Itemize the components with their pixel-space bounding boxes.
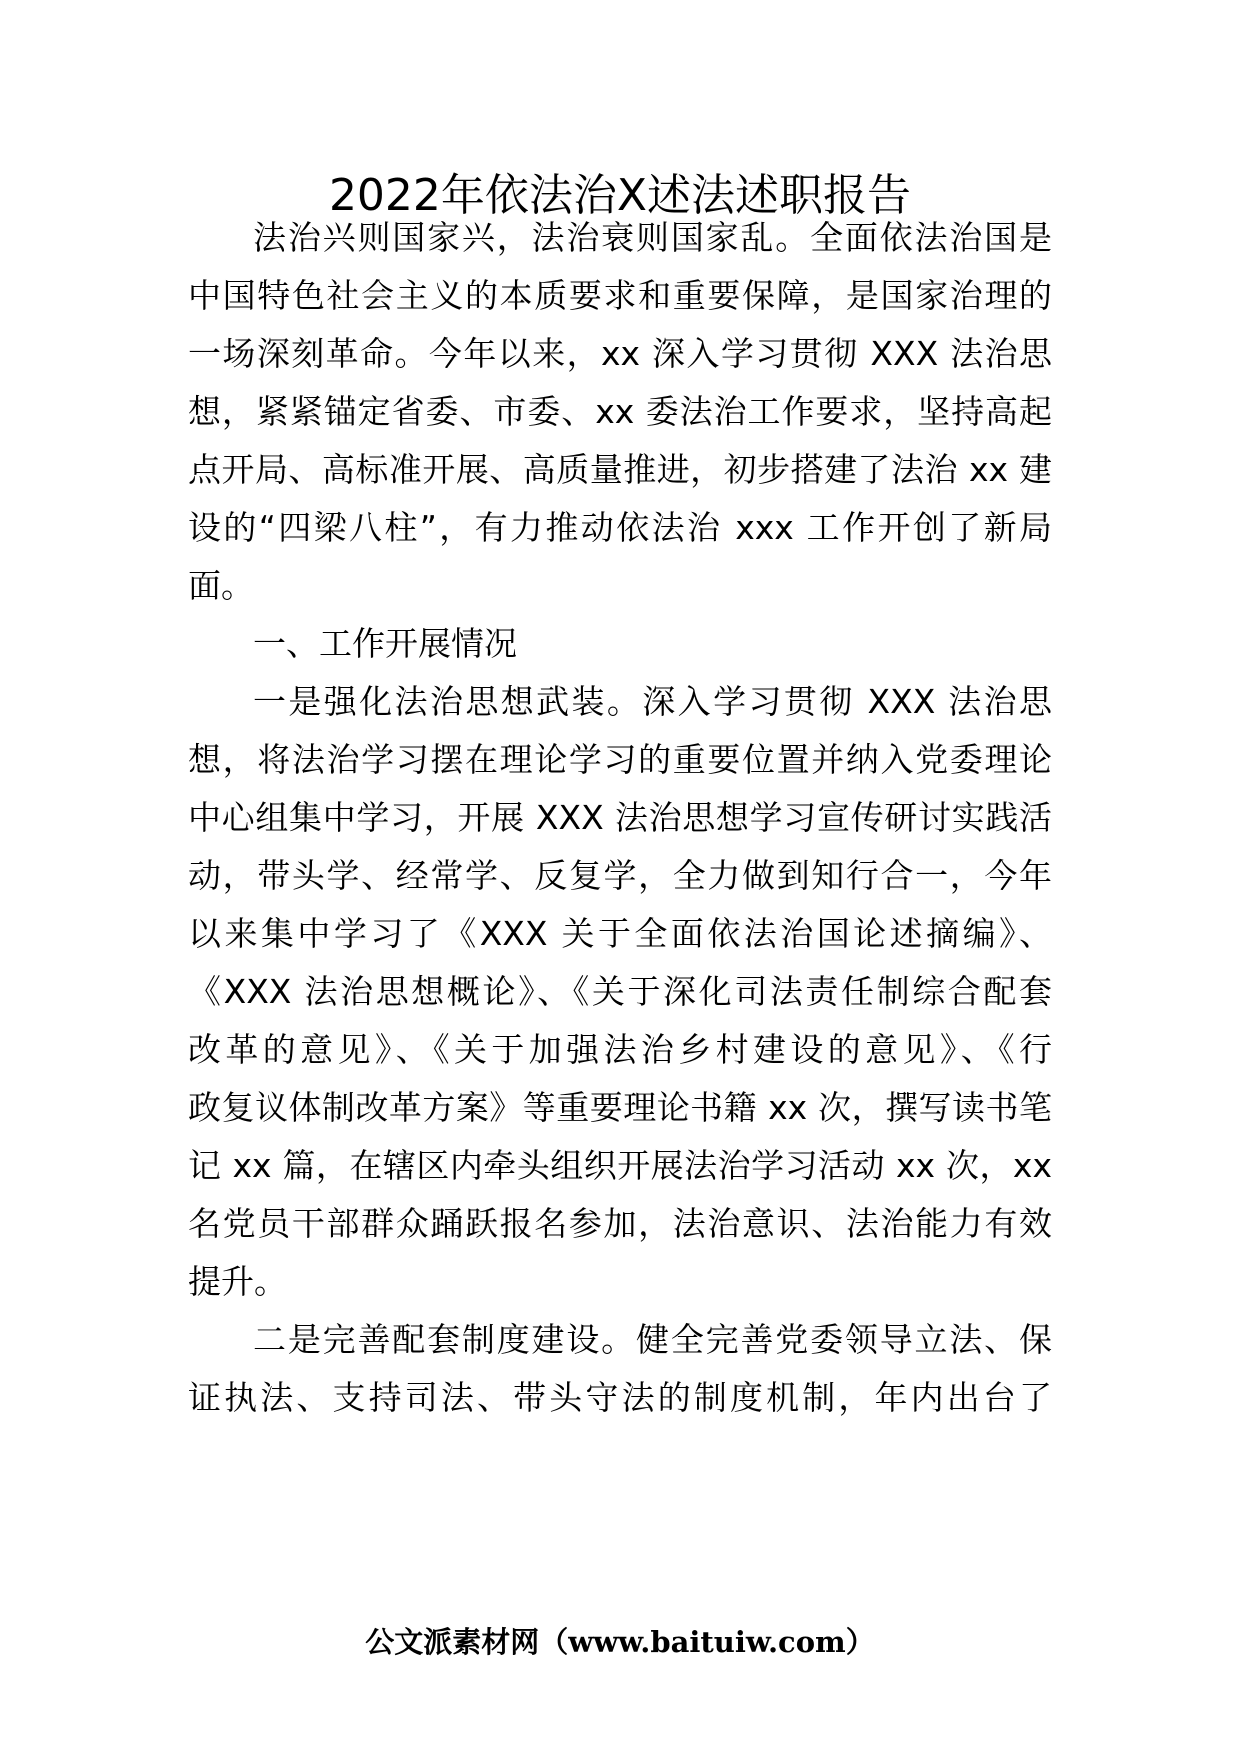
- paragraph-line: 中心组集中学习，开展 XXX 法治思想学习宣传研讨实践活: [188, 798, 1052, 837]
- paragraph-line: 以来集中学习了《XXX 关于全面依法治国论述摘编》、: [188, 914, 1052, 953]
- paragraph-line: 改革的意见》、《关于加强法治乡村建设的意见》、《行: [188, 1030, 1052, 1069]
- paragraph-line: 设的“四梁八柱”，有力推动依法治 xxx 工作开创了新局: [188, 508, 1052, 547]
- paragraph-line: 提升。: [188, 1262, 287, 1301]
- paragraph-line: 政复议体制改革方案》等重要理论书籍 xx 次，撰写读书笔: [188, 1088, 1052, 1127]
- paragraph-line: 名党员干部群众踊跃报名参加，法治意识、法治能力有效: [188, 1204, 1052, 1243]
- paragraph-line: 记 xx 篇，在辖区内牵头组织开展法治学习活动 xx 次，xx: [188, 1146, 1052, 1185]
- paragraph-line: 动，带头学、经常学、反复学，全力做到知行合一，今年: [188, 856, 1052, 895]
- paragraph-line: 一是强化法治思想武装。深入学习贯彻 XXX 法治思: [253, 682, 1052, 721]
- paragraph-line: 《XXX 法治思想概论》、《关于深化司法责任制综合配套: [188, 972, 1052, 1011]
- paragraph-line: 想，将法治学习摆在理论学习的重要位置并纳入党委理论: [188, 740, 1052, 779]
- paragraph-line: 二是完善配套制度建设。健全完善党委领导立法、保: [253, 1320, 1052, 1359]
- paragraph-line: 想，紧紧锚定省委、市委、xx 委法治工作要求，坚持高起: [188, 392, 1052, 431]
- footer-watermark: 公文派素材网（www.baituiw.com）: [365, 1625, 875, 1659]
- paragraph-line: 中国特色社会主义的本质要求和重要保障，是国家治理的: [188, 276, 1052, 315]
- document-title: 2022年依法治X述法述职报告: [328, 170, 912, 221]
- paragraph-line: 证执法、支持司法、带头守法的制度机制，年内出台了: [188, 1378, 1052, 1417]
- paragraph-line: 法治兴则国家兴，法治衰则国家乱。全面依法治国是: [253, 218, 1052, 257]
- section-heading: 一、工作开展情况: [253, 624, 517, 663]
- paragraph-line: 面。: [188, 566, 254, 605]
- paragraph-line: 点开局、高标准开展、高质量推进，初步搭建了法治 xx 建: [188, 450, 1052, 489]
- paragraph-line: 一场深刻革命。今年以来，xx 深入学习贯彻 XXX 法治思: [188, 334, 1052, 373]
